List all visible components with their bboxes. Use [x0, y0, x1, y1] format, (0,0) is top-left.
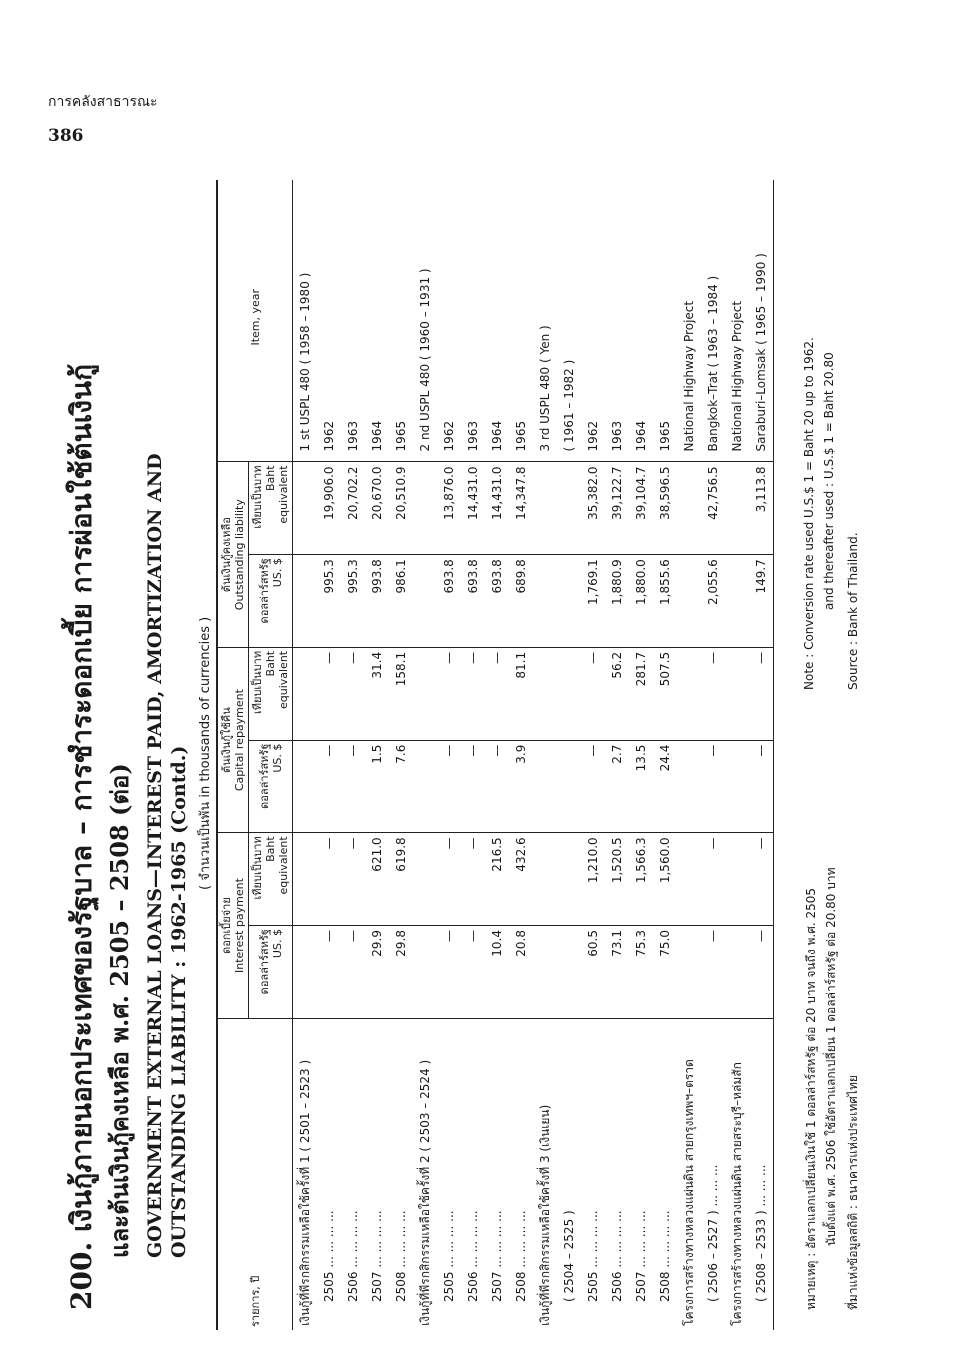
interest-header-english: Interest payment	[233, 878, 246, 973]
note-english-1: Note : Conversion rate used U.S.$ 1 = Baht 20 up to 1962.	[802, 337, 816, 690]
interest-baht-cell: 1,520.5	[605, 833, 629, 926]
capital-baht-cell: —	[317, 647, 341, 740]
outstanding-baht-cell: 14,431.0	[485, 462, 509, 555]
capital-usd-cell: 2.7	[605, 740, 629, 833]
capital-baht-cell: 158.1	[389, 647, 413, 740]
item-thai-cell: 2508 ... ... ... ...	[394, 1210, 408, 1302]
interest-usd-cell	[413, 926, 437, 1019]
table-row	[437, 180, 461, 1330]
interest-usd-cell: 20.8	[509, 926, 533, 1019]
interest-usd-cell	[677, 926, 701, 1019]
source-english: Source : Bank of Thailand.	[846, 532, 860, 690]
item-thai-cell: ( 2508 – 2533 ) ... ... ...	[749, 1018, 774, 1330]
outstanding-usd-cell: 1,880.9	[605, 555, 629, 648]
outstanding-baht-cell: 20,510.9	[389, 462, 413, 555]
interest-usd-header	[249, 926, 293, 1019]
table-row	[461, 180, 485, 1330]
outstanding-baht-cell: 42,756.5	[701, 462, 725, 555]
baht-thai-label: เทียบเป็นบาท	[251, 836, 264, 900]
interest-baht-cell: —	[701, 833, 725, 926]
outstanding-header-english: Outstanding liability	[233, 499, 246, 611]
table-title-english-1: GOVERNMENT EXTERNAL LOANS—INTEREST PAID, AMORTIZATION AND	[144, 453, 166, 1258]
table-row	[389, 180, 413, 1330]
outstanding-usd-cell	[557, 555, 581, 648]
source-thai: ที่มาแห่งข้อมูลสถิติ : ธนาคารแห่งประเทศไทย	[846, 1075, 860, 1310]
table-row	[509, 180, 533, 1330]
item-english-cell: 1962	[317, 180, 341, 462]
usd-thai-label: ดอลล่าร์สหรัฐ	[257, 743, 271, 809]
item-english-cell: 1962	[437, 180, 461, 462]
interest-baht-cell: —	[437, 833, 461, 926]
outstanding-usd-cell	[677, 555, 701, 648]
item-english-cell: Bangkok–Trat ( 1963 – 1984 )	[701, 180, 725, 462]
outstanding-usd-cell: 995.3	[317, 555, 341, 648]
item-english-cell: 1965	[389, 180, 413, 462]
capital-baht-cell: 81.1	[509, 647, 533, 740]
outstanding-usd-cell: 1,855.6	[653, 555, 677, 648]
interest-baht-cell	[557, 833, 581, 926]
item-english-cell: National Highway Project	[725, 180, 749, 462]
item-thai-cell: 2508 ... ... ... ...	[658, 1210, 672, 1302]
capital-usd-cell	[293, 740, 318, 833]
capital-baht-cell: 507.5	[653, 647, 677, 740]
item-english-cell: 1965	[509, 180, 533, 462]
usd-thai-label: ดอลล่าร์สหรัฐ	[257, 558, 271, 624]
table-row	[485, 180, 509, 1330]
units-note: ( จำนวนเป็นพัน in thousands of currencies )	[198, 616, 213, 890]
outstanding-baht-cell	[725, 462, 749, 555]
capital-baht-cell	[557, 647, 581, 740]
capital-baht-cell: —	[461, 647, 485, 740]
item-thai-cell: โครงการสร้างทางหลวงแผ่นดิน สายกรุงเทพฯ–ตราด	[681, 1059, 696, 1326]
outstanding-baht-cell: 35,382.0	[581, 462, 605, 555]
capital-usd-cell: 1.5	[365, 740, 389, 833]
capital-baht-cell	[533, 647, 557, 740]
interest-baht-cell: —	[341, 833, 365, 926]
outstanding-baht-cell	[293, 462, 318, 555]
outstanding-baht-header	[249, 462, 293, 555]
interest-baht-cell: 432.6	[509, 833, 533, 926]
capital-usd-cell: 3.9	[509, 740, 533, 833]
table-row	[629, 180, 653, 1330]
interest-baht-cell	[677, 833, 701, 926]
page-number: 386	[48, 126, 84, 146]
outstanding-usd-cell: 1,769.1	[581, 555, 605, 648]
item-header-thai: รายการ, ปี	[217, 1018, 293, 1330]
outstanding-header-thai: ต้นเงินกู้คงเหลือ	[220, 517, 233, 593]
interest-baht-cell: 1,210.0	[581, 833, 605, 926]
capital-baht-cell: —	[581, 647, 605, 740]
capital-baht-cell: —	[485, 647, 509, 740]
outstanding-baht-cell: 13,876.0	[437, 462, 461, 555]
interest-baht-cell	[725, 833, 749, 926]
item-english-cell: 2 nd USPL 480 ( 1960 – 1931 )	[413, 180, 437, 462]
outstanding-usd-cell: 689.8	[509, 555, 533, 648]
table-row	[341, 180, 365, 1330]
interest-baht-header	[249, 833, 293, 926]
table-row	[725, 180, 749, 1330]
item-english-cell: 1962	[581, 180, 605, 462]
item-thai-cell: เงินกู้ที่พีรกสิกรรมเหลือใช้ครั้งที่ 1 ( 2501 – 2523 )	[297, 1059, 312, 1326]
outstanding-baht-cell	[413, 462, 437, 555]
outstanding-baht-cell: 14,431.0	[461, 462, 485, 555]
item-english-cell: 1964	[485, 180, 509, 462]
item-english-cell: National Highway Project	[677, 180, 701, 462]
item-thai-cell: 2507 ... ... ... ...	[490, 1210, 504, 1302]
item-thai-cell: 2505 ... ... ... ...	[586, 1210, 600, 1302]
table-row	[365, 180, 389, 1330]
table-row	[605, 180, 629, 1330]
outstanding-baht-cell: 3,113.8	[749, 462, 774, 555]
item-thai-cell: 2505 ... ... ... ...	[322, 1210, 336, 1302]
outstanding-usd-cell	[293, 555, 318, 648]
interest-baht-cell	[533, 833, 557, 926]
interest-header-thai: ดอกเบี้ยจ่าย	[220, 897, 233, 954]
capital-usd-cell: —	[461, 740, 485, 833]
item-english-cell: 1963	[461, 180, 485, 462]
capital-baht-header	[249, 647, 293, 740]
interest-usd-cell: —	[437, 926, 461, 1019]
interest-usd-cell: 60.5	[581, 926, 605, 1019]
capital-baht-cell: 31.4	[365, 647, 389, 740]
interest-usd-cell	[533, 926, 557, 1019]
interest-usd-cell: —	[461, 926, 485, 1019]
item-thai-cell: ( 2506 – 2527 ) ... ... ...	[706, 1164, 720, 1302]
outstanding-usd-cell: 1,880.0	[629, 555, 653, 648]
outstanding-usd-cell: 986.1	[389, 555, 413, 648]
capital-usd-cell: —	[341, 740, 365, 833]
baht-thai-label: เทียบเป็นบาท	[251, 465, 264, 529]
capital-baht-cell: 56.2	[605, 647, 629, 740]
outstanding-usd-header	[249, 555, 293, 648]
capital-baht-cell	[413, 647, 437, 740]
interest-usd-cell: 75.3	[629, 926, 653, 1019]
usd-english-label: US. $	[270, 929, 284, 959]
capital-usd-cell: 13.5	[629, 740, 653, 833]
capital-usd-cell: —	[485, 740, 509, 833]
interest-baht-cell: 216.5	[485, 833, 509, 926]
item-english-cell: 1965	[653, 180, 677, 462]
item-thai-cell: เงินกู้ที่พีรกสิกรรมเหลือใช้ครั้งที่ 3 (เงินเยน)	[537, 1104, 552, 1326]
interest-usd-cell: 29.9	[365, 926, 389, 1019]
capital-baht-cell	[725, 647, 749, 740]
capital-baht-cell: —	[749, 647, 774, 740]
outstanding-usd-cell: 993.8	[365, 555, 389, 648]
interest-usd-cell: —	[749, 926, 774, 1019]
outstanding-usd-cell: 2,055.6	[701, 555, 725, 648]
running-title: การคลังสาธารณะ	[48, 94, 158, 110]
capital-baht-cell	[293, 647, 318, 740]
usd-thai-label: ดอลล่าร์สหรัฐ	[257, 929, 271, 995]
outstanding-baht-cell: 19,906.0	[317, 462, 341, 555]
table-title-thai-1: 200. เงินกู้ภายนอกประเทศของรัฐบาล – การชำระดอกเบี้ย การผ่อนใช้ต้นเงินกู้	[65, 363, 98, 1310]
table-row	[413, 180, 437, 1330]
note-english-2: and thereafter used : U.S.$ 1 = Baht 20.80	[822, 352, 836, 610]
capital-usd-cell	[413, 740, 437, 833]
item-english-cell: 1 st USPL 480 ( 1958 – 1980 )	[293, 180, 318, 462]
baht-english-label: Baht equivalent	[264, 650, 290, 710]
outstanding-baht-cell: 39,104.7	[629, 462, 653, 555]
capital-usd-cell: —	[317, 740, 341, 833]
outstanding-baht-cell	[533, 462, 557, 555]
item-thai-cell: โครงการสร้างทางหลวงแผ่นดิน สายสระบุรี–หล่มสัก	[729, 1062, 744, 1326]
interest-baht-cell: 1,560.0	[653, 833, 677, 926]
capital-header	[217, 647, 249, 832]
capital-usd-cell: —	[701, 740, 725, 833]
table-row	[317, 180, 341, 1330]
item-english-cell: 1964	[629, 180, 653, 462]
interest-baht-cell: —	[749, 833, 774, 926]
interest-header	[217, 833, 249, 1018]
outstanding-baht-cell	[677, 462, 701, 555]
rotated-table-page	[60, 160, 900, 1330]
capital-usd-cell: 24.4	[653, 740, 677, 833]
interest-baht-cell: 619.8	[389, 833, 413, 926]
capital-baht-cell: —	[437, 647, 461, 740]
interest-usd-cell: 73.1	[605, 926, 629, 1019]
capital-baht-cell	[677, 647, 701, 740]
outstanding-usd-cell	[725, 555, 749, 648]
capital-baht-cell: —	[341, 647, 365, 740]
table-row	[533, 180, 557, 1330]
interest-usd-cell: 29.8	[389, 926, 413, 1019]
item-header-english: Item, year	[217, 180, 293, 462]
baht-thai-label: เทียบเป็นบาท	[251, 650, 264, 715]
item-thai-cell: 2506 ... ... ... ...	[466, 1210, 480, 1302]
table-row	[293, 180, 318, 1330]
capital-baht-cell: —	[701, 647, 725, 740]
capital-usd-header	[249, 740, 293, 833]
interest-baht-cell: 1,566.3	[629, 833, 653, 926]
outstanding-baht-cell: 20,702.2	[341, 462, 365, 555]
outstanding-header	[217, 462, 249, 647]
usd-english-label: US. $	[270, 558, 284, 588]
interest-usd-cell: —	[701, 926, 725, 1019]
usd-english-label: US. $	[270, 743, 284, 773]
outstanding-usd-cell	[533, 555, 557, 648]
item-english-cell: 1963	[605, 180, 629, 462]
table-row	[701, 180, 725, 1330]
loans-table	[216, 180, 774, 1330]
interest-usd-cell	[557, 926, 581, 1019]
interest-usd-cell: —	[341, 926, 365, 1019]
interest-usd-cell	[293, 926, 318, 1019]
item-thai-cell: 2505 ... ... ... ...	[442, 1210, 456, 1302]
outstanding-baht-cell: 38,596.5	[653, 462, 677, 555]
capital-header-english: Capital repayment	[233, 689, 246, 792]
capital-usd-cell	[725, 740, 749, 833]
baht-english-label: Baht equivalent	[264, 465, 290, 524]
table-title-english-2: OUTSTANDING LIABILITY : 1962-1965 (Contd.)	[168, 745, 190, 1258]
interest-baht-cell	[413, 833, 437, 926]
outstanding-baht-cell	[557, 462, 581, 555]
item-english-cell: 3 rd USPL 480 ( Yen )	[533, 180, 557, 462]
outstanding-usd-cell: 693.8	[461, 555, 485, 648]
outstanding-usd-cell	[413, 555, 437, 648]
item-english-cell: 1963	[341, 180, 365, 462]
outstanding-baht-cell: 39,122.7	[605, 462, 629, 555]
capital-usd-cell	[677, 740, 701, 833]
item-english-cell: ( 1961 – 1982 )	[557, 180, 581, 462]
item-english-cell: 1964	[365, 180, 389, 462]
item-thai-cell: 2506 ... ... ... ...	[346, 1210, 360, 1302]
interest-baht-cell: —	[461, 833, 485, 926]
outstanding-usd-cell: 995.3	[341, 555, 365, 648]
baht-english-label: Baht equivalent	[264, 836, 290, 895]
outstanding-baht-cell: 14,347.8	[509, 462, 533, 555]
interest-usd-cell: 75.0	[653, 926, 677, 1019]
item-thai-cell: เงินกู้ที่พีรกสิกรรมเหลือใช้ครั้งที่ 2 ( 2503 – 2524 )	[417, 1059, 432, 1326]
interest-baht-cell: 621.0	[365, 833, 389, 926]
interest-usd-cell: 10.4	[485, 926, 509, 1019]
table-row	[557, 180, 581, 1330]
capital-header-thai: ต้นเงินกู้ใช้คืน	[220, 707, 233, 773]
table-row	[749, 180, 774, 1330]
table-title-thai-2: และต้นเงินกู้คงเหลือ พ.ศ. 2505 – 2508 (ต่อ)	[105, 763, 134, 1258]
item-thai-cell: 2507 ... ... ... ...	[370, 1210, 384, 1302]
interest-baht-cell: —	[317, 833, 341, 926]
capital-usd-cell: 7.6	[389, 740, 413, 833]
interest-baht-cell	[293, 833, 318, 926]
item-english-cell: Saraburi–Lomsak ( 1965 – 1990 )	[749, 180, 774, 462]
note-thai-2: นับตั้งแต่ พ.ศ. 2506 ใช้อัตราแลกเปลี่ยน 1 ดอลล่าร์สหรัฐ ต่อ 20.80 บาท	[824, 867, 838, 1246]
note-thai-1: หมายเหตุ : อัตราแลกเปลี่ยนเงินใช้ 1 ดอลล่าร์สหรัฐ ต่อ 20 บาท จนถึง พ.ศ. 2505	[804, 887, 818, 1310]
capital-baht-cell: 281.7	[629, 647, 653, 740]
outstanding-baht-cell: 20,670.0	[365, 462, 389, 555]
item-thai-cell: 2506 ... ... ... ...	[610, 1210, 624, 1302]
item-thai-cell: 2508 ... ... ... ...	[514, 1210, 528, 1302]
item-thai-cell: 2507 ... ... ... ...	[634, 1210, 648, 1302]
capital-usd-cell: —	[437, 740, 461, 833]
capital-usd-cell	[557, 740, 581, 833]
capital-usd-cell: —	[581, 740, 605, 833]
interest-usd-cell	[725, 926, 749, 1019]
outstanding-usd-cell: 693.8	[485, 555, 509, 648]
interest-usd-cell: —	[317, 926, 341, 1019]
item-thai-cell: ( 2504 – 2525 )	[562, 1210, 576, 1302]
capital-usd-cell	[533, 740, 557, 833]
table-row	[653, 180, 677, 1330]
capital-usd-cell: —	[749, 740, 774, 833]
table-row	[677, 180, 701, 1330]
outstanding-usd-cell: 693.8	[437, 555, 461, 648]
outstanding-usd-cell: 149.7	[749, 555, 774, 648]
table-row	[581, 180, 605, 1330]
